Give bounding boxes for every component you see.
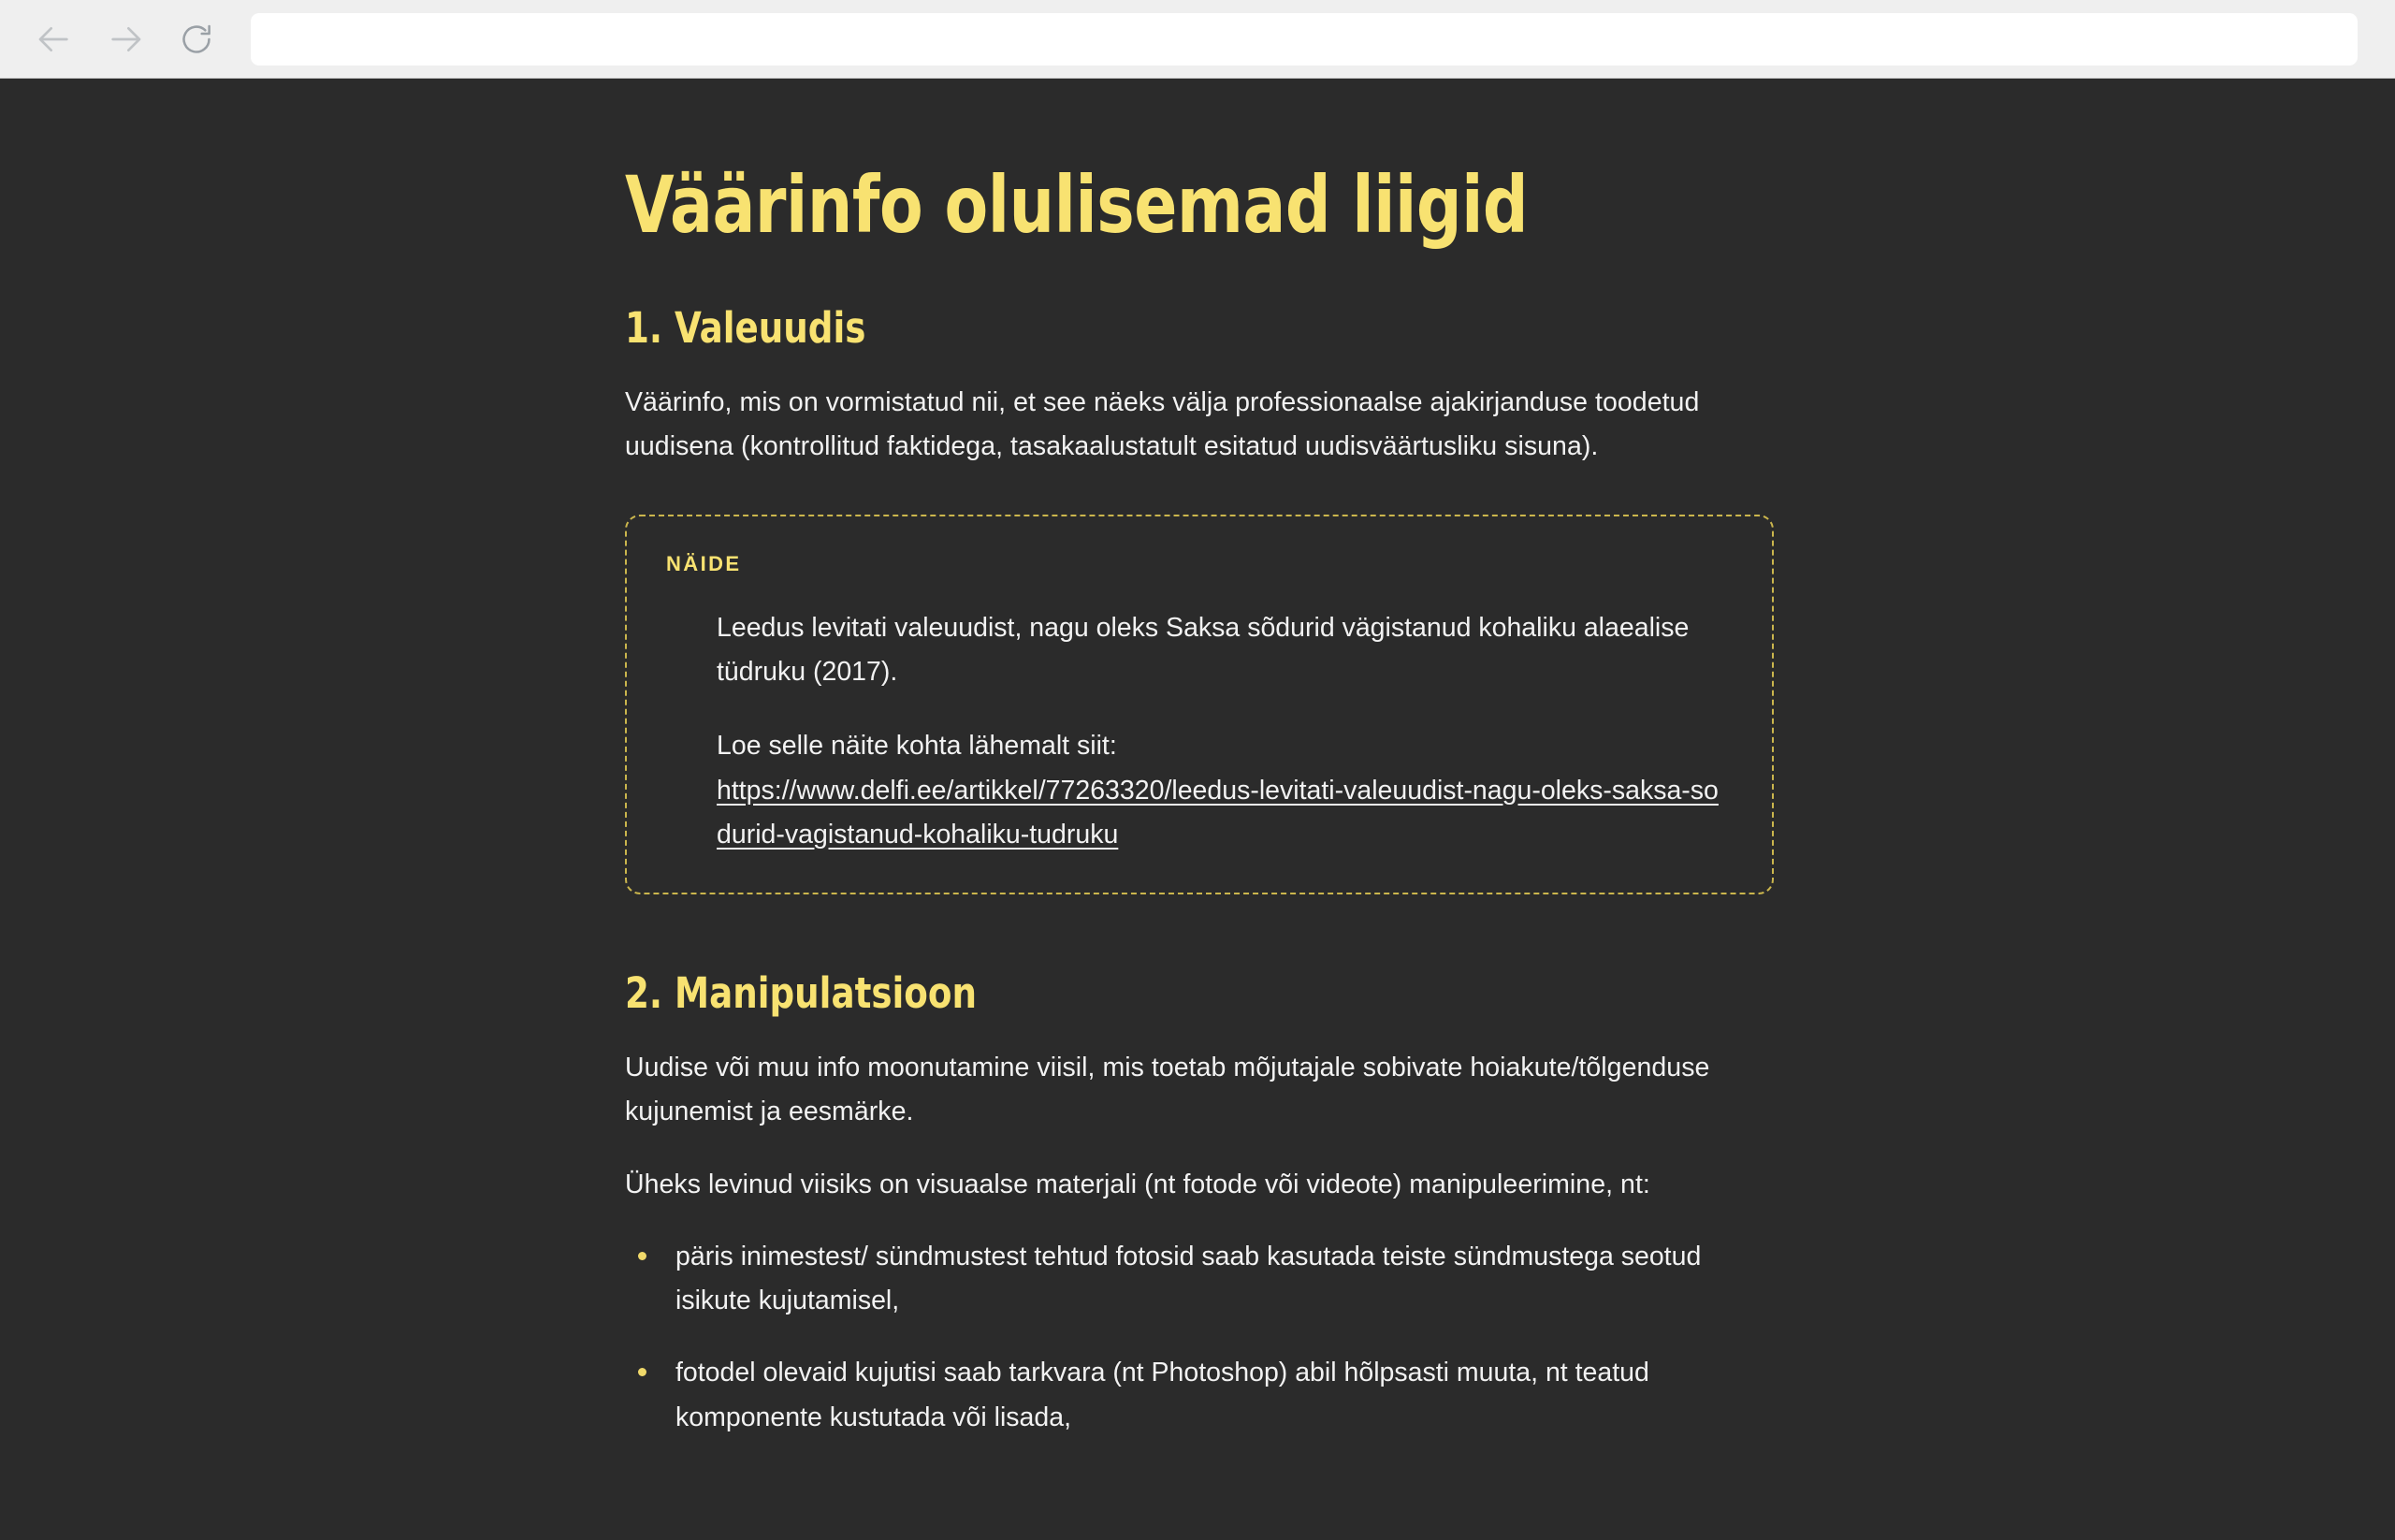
list-item-label: fotodel olevaid kujutisi saab tarkvara (nt Photoshop) abil hõlpsasti muuta, nt teatud komponente kustutada või lisada, bbox=[675, 1358, 1649, 1432]
forward-button[interactable] bbox=[90, 4, 161, 75]
list-item-label: päris inimestest/ sündmustest tehtud fotosid saab kasutada teiste sündmustega seotud isikute kujutamisel, bbox=[675, 1241, 1702, 1316]
below-fold-peek bbox=[625, 1524, 1774, 1540]
callout-example-text: Leedus levitati valeuudist, nagu oleks Saksa sõdurid vägistanud kohaliku alaealise tüdruku (2017). bbox=[717, 612, 1690, 687]
address-bar[interactable] bbox=[251, 13, 2358, 65]
browser-toolbar bbox=[0, 0, 2395, 78]
callout-link-block bbox=[666, 694, 1733, 857]
list-item bbox=[625, 1323, 1774, 1440]
document-content bbox=[625, 79, 1774, 1440]
reload-button[interactable] bbox=[161, 4, 232, 75]
callout-label: NÄIDE bbox=[666, 551, 742, 575]
section-2-paragraph-2: Üheks levinud viisiks on visuaalse materjali (nt fotode või videote) manipuleerimine, nt: bbox=[625, 1169, 1650, 1199]
callout-link-intro: Loe selle näite kohta lähemalt siit: bbox=[717, 731, 1117, 762]
section-heading-valeuudis: 1. Valeuudis bbox=[625, 303, 866, 354]
bullet-dot-icon bbox=[638, 1252, 646, 1260]
browser-chrome bbox=[0, 0, 2395, 79]
page-viewport bbox=[0, 79, 2395, 1540]
section-2-bullet-list bbox=[625, 1207, 1774, 1440]
page-title: Väärinfo olulisemad liigid bbox=[625, 159, 1529, 251]
example-source-link[interactable]: https://www.delfi.ee/artikkel/77263320/leedus-levitati-valeuudist-nagu-oleks-saksa-sodurid-vagistanud-kohaliku-tudruku bbox=[717, 775, 1719, 850]
arrow-right-icon bbox=[107, 21, 144, 58]
below-fold-peek-text bbox=[625, 1524, 1774, 1540]
section-heading-manipulatsioon: 2. Manipulatsioon bbox=[625, 968, 978, 1019]
back-button[interactable] bbox=[19, 4, 90, 75]
example-callout-box bbox=[625, 515, 1774, 894]
reload-icon bbox=[179, 22, 214, 57]
section-1-paragraph: Väärinfo, mis on vormistatud nii, et see näeks välja professionaalse ajakirjanduse toodetud uudisena (kontrollitud faktidega, tasakaalustatult esitatud uudisväärtusliku sisuna). bbox=[625, 387, 1700, 462]
arrow-left-icon bbox=[36, 21, 73, 58]
section-2-paragraph: Uudise või muu info moonutamine viisil, mis toetab mõjutajale sobivate hoiakute/tõlgenduse kujunemist ja eesmärke. bbox=[625, 1052, 1710, 1127]
bullet-dot-icon bbox=[638, 1368, 646, 1376]
list-item bbox=[625, 1207, 1774, 1324]
